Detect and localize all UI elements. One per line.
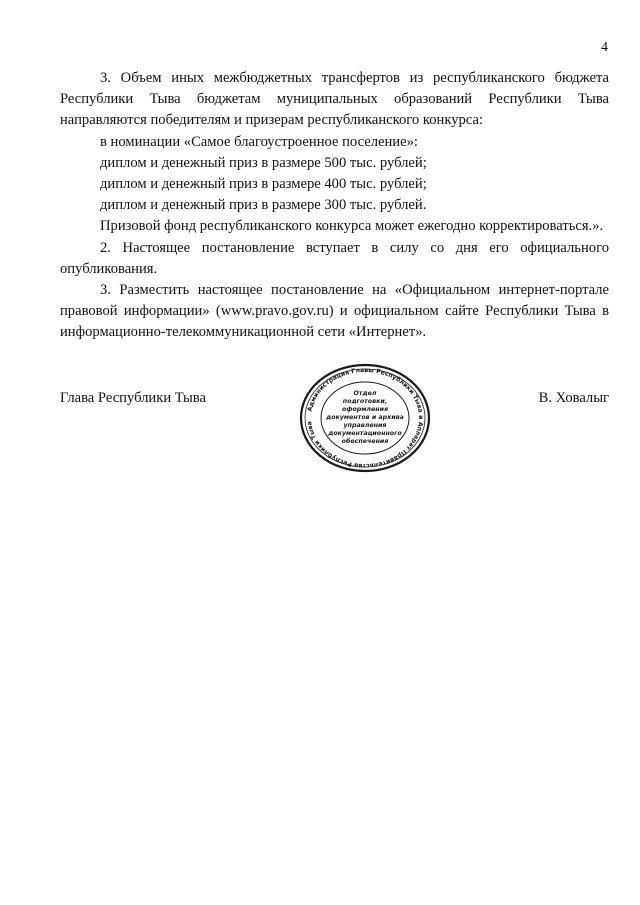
stamp-line-7: обеспечения bbox=[341, 438, 389, 445]
signer-name: В. Ховалыг bbox=[538, 390, 609, 406]
stamp-line-4: документов и архива bbox=[326, 414, 404, 421]
paragraph-nomination: в номинации «Самое благоустроенное поселение»: bbox=[100, 133, 418, 150]
paragraph-effective-date: 2. Настоящее постановление вступает в силу со дня его официального опубликования. bbox=[60, 239, 609, 277]
paragraph-publication: 3. Разместить настоящее постановление на «Официальном интернет-портале правовой информации» (www.pravo.gov.ru) и официальном сайте Республики Тыва в информационно-телекоммуникационной сети «Интернет». bbox=[60, 282, 609, 341]
page-number: 4 bbox=[601, 40, 608, 55]
stamp-line-1: Отдел bbox=[353, 390, 377, 397]
prize-line-2: диплом и денежный приз в размере 400 тыс. рублей; bbox=[100, 176, 427, 193]
paragraph-transfers: 3. Объем иных межбюджетных трансфертов из республиканского бюджета Республики Тыва бюджетам муниципальных образований Республики Тыва направляются победителям и призерам республиканского конкурса: bbox=[60, 70, 609, 129]
stamp-center-text bbox=[325, 390, 404, 445]
stamp-line-2: подготовки, bbox=[342, 398, 388, 405]
stamp-ring-textpath: Администрация Главы Республики Тыва и Аппарат Правительства Республики Тыва bbox=[306, 366, 425, 470]
signer-title: Глава Республики Тыва bbox=[60, 390, 206, 406]
prize-line-3: диплом и денежный приз в размере 300 тыс. рублей. bbox=[100, 197, 427, 214]
document-body bbox=[60, 68, 609, 344]
official-stamp bbox=[298, 362, 432, 474]
stamp-line-3: оформления bbox=[341, 406, 389, 413]
prize-line-1: диплом и денежный приз в размере 500 тыс. рублей; bbox=[100, 154, 427, 171]
stamp-line-5: управления bbox=[343, 422, 387, 429]
paragraph-prize-fund: Призовой фонд республиканского конкурса может ежегодно корректироваться.». bbox=[100, 218, 604, 235]
stamp-line-6: документационного bbox=[328, 430, 402, 437]
